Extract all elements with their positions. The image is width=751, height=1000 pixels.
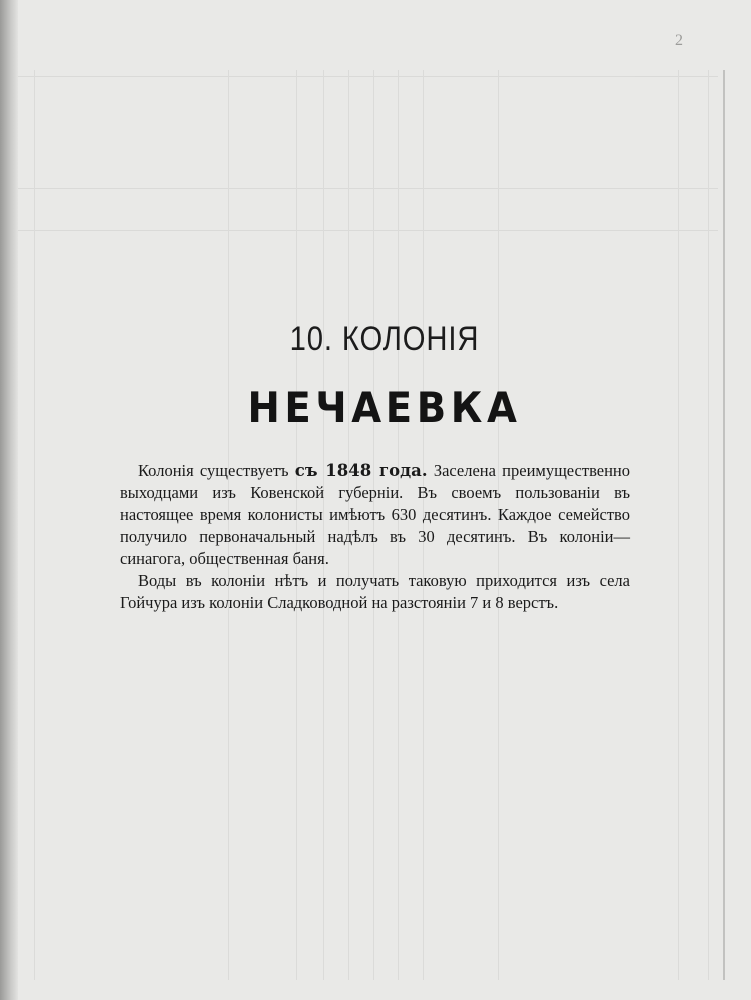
page-frame-edge — [723, 70, 725, 980]
page-number: 2 — [675, 32, 683, 49]
paragraph-1 — [120, 460, 630, 570]
paragraph-1-founded-year: съ 1848 года. — [294, 461, 428, 480]
paragraph-1-intro: Колонія существуетъ — [138, 461, 295, 480]
paragraph-1-rest: Заселена преимущественно выходцами изъ Ковенской губерніи. Въ своемъ пользованіи въ настоящее время колонисты имѣютъ 630 десятинъ. Каждое семейство получило первоначальный надѣлъ въ 30 десятинъ. Въ колоніи—синагога, общественная баня. — [120, 461, 630, 568]
body-text — [120, 460, 630, 614]
document-page — [18, 0, 751, 1000]
paragraph-2: Воды въ колоніи нѣтъ и получать таковую приходится изъ села Гойчура изъ колоніи Сладководной на разстояніи 7 и 8 верстъ. — [120, 571, 630, 612]
chapter-heading-title: НЕЧАЕВКА — [247, 383, 522, 432]
chapter-heading-number: 10. КОЛОНІЯ — [289, 320, 480, 358]
scan-binding-edge — [0, 0, 18, 1000]
